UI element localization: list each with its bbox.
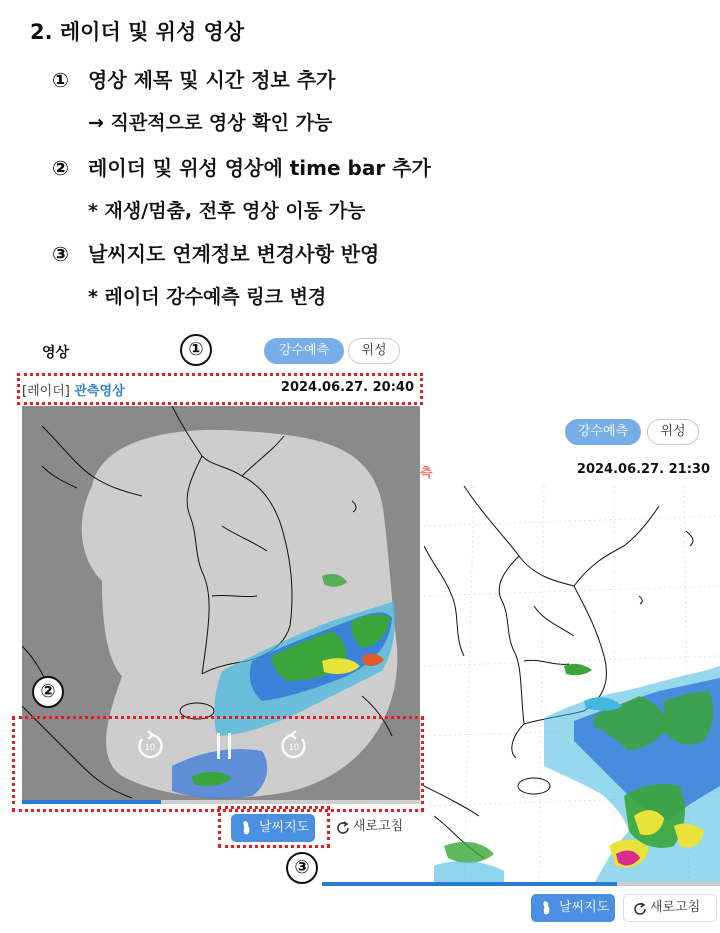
callout-box-title — [17, 373, 423, 405]
left-panel-title: 영상 — [42, 345, 70, 361]
right-refresh-button[interactable] — [623, 894, 717, 922]
item-number: ③ — [52, 242, 69, 266]
right-weather-map-label: 날씨지도 — [559, 900, 610, 915]
item-text: 레이더 및 위성 영상에 time bar 추가 — [88, 156, 431, 180]
outline-item-2 — [52, 152, 431, 181]
right-progress-track[interactable] — [322, 882, 720, 886]
forward-seconds: 10 — [288, 742, 300, 752]
outline-item-3 — [52, 238, 379, 267]
left-timestamp: 2024.06.27. 20:40 — [280, 380, 414, 395]
right-refresh-label: 새로고침 — [650, 900, 701, 915]
callout-number-1: ① — [180, 334, 212, 366]
item-number: ① — [52, 68, 69, 92]
left-refresh-button[interactable] — [327, 814, 417, 842]
rewind-seconds: 10 — [144, 742, 156, 752]
right-weather-map-button[interactable] — [531, 894, 615, 922]
right-radar-graphic — [424, 486, 720, 884]
outline-item-2-detail: * 재생/멈춤, 전후 영상 이동 가능 — [88, 200, 366, 222]
left-refresh-label: 새로고침 — [353, 819, 404, 834]
outline-item-1-detail: → 직관적으로 영상 확인 가능 — [88, 112, 333, 134]
item-text: 날씨지도 연계정보 변경사항 반영 — [88, 242, 380, 266]
left-tab-satellite[interactable]: 위성 — [348, 338, 400, 364]
right-info-kind-partial: 측 — [420, 466, 433, 481]
refresh-icon — [335, 820, 351, 836]
right-tab-precip-forecast[interactable]: 강수예측 — [565, 419, 641, 445]
observation-kind[interactable]: 관측영상 — [74, 384, 125, 399]
callout-box-timebar — [12, 716, 424, 812]
item-text: 영상 제목 및 시간 정보 추가 — [88, 68, 336, 92]
callout-box-weather-map — [218, 806, 330, 848]
left-weather-map-label: 날씨지도 — [259, 820, 310, 835]
section-heading: 2. 레이더 및 위성 영상 — [30, 20, 245, 44]
right-progress-fill — [322, 882, 617, 886]
outline-item-3-detail: * 레이더 강수예측 링크 변경 — [88, 286, 327, 308]
outline-item-1 — [52, 64, 335, 93]
right-info-bar — [420, 462, 716, 480]
right-radar-map[interactable] — [424, 486, 720, 884]
right-timestamp: 2024.06.27. 21:30 — [576, 462, 710, 477]
left-tab-precip-forecast[interactable]: 강수예측 — [264, 338, 344, 364]
radar-tag: [레이더] — [22, 384, 70, 399]
callout-number-3: ③ — [286, 852, 318, 884]
korea-map-icon — [539, 900, 555, 916]
refresh-icon — [632, 901, 648, 917]
right-tab-satellite[interactable]: 위성 — [647, 419, 699, 445]
item-number: ② — [52, 156, 69, 180]
callout-number-2: ② — [32, 676, 64, 708]
